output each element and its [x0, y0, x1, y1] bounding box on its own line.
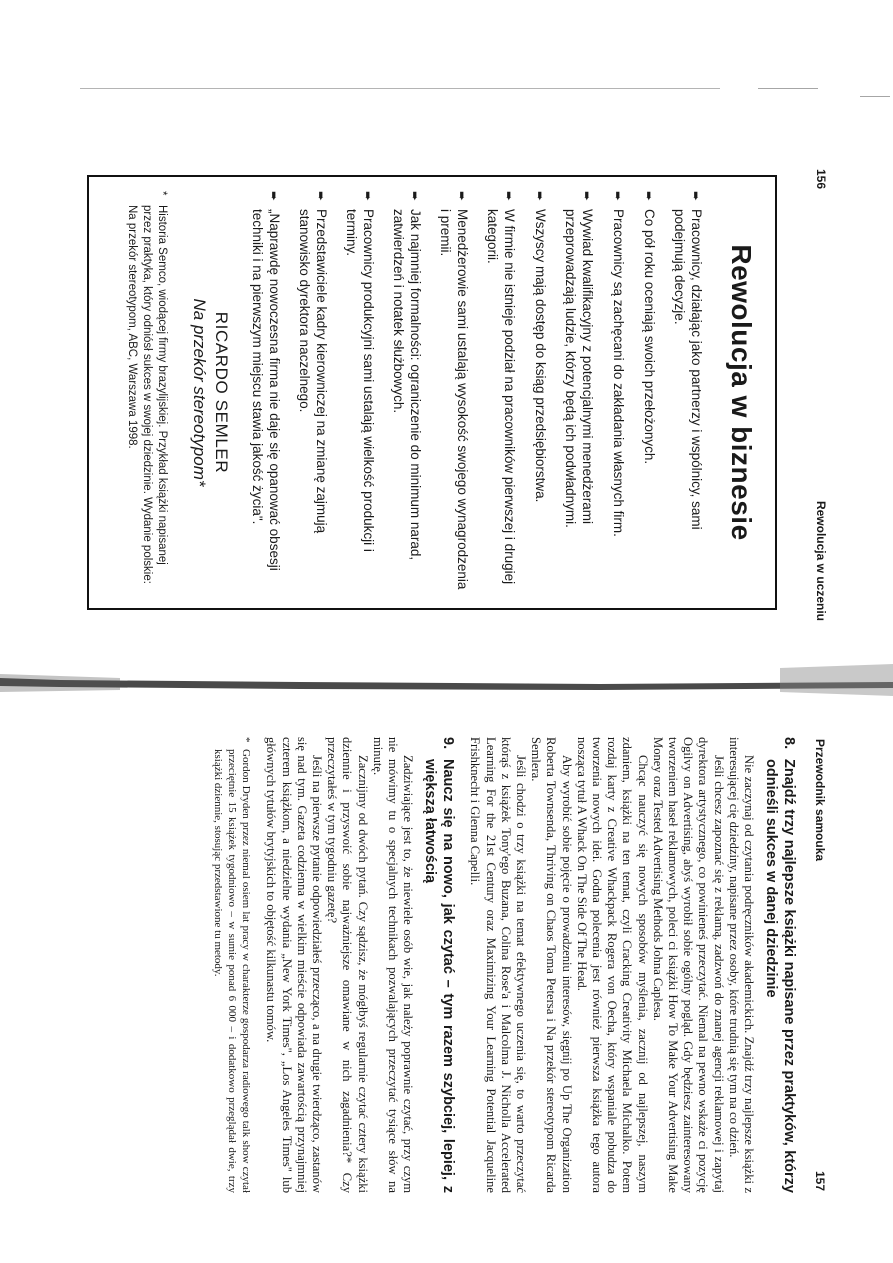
arrow-bullet-icon: ➨: [267, 191, 281, 202]
scan-line-top: [80, 88, 720, 89]
paragraph: Jeśli na pierwsze pytanie odpowiedziałeś przecząco, a na drugie twierdząco, zastanów się nad tym. Gazeta codzienna w wielkim mieście odpowiada zawartością przynajmniej czterem książkom, a niedzielne wydania „New York Times", „Los Angeles Times" lub głównych tytułów brytyjskich to objętość kilkunastu tomów.: [264, 737, 324, 1193]
paragraph: Jeśli chcesz zapoznać się z reklamą, zadzwoń do znanej agencji reklamowej i zapytaj dyrektora artystycznego, co powinieneś przeczytać. Niemal na pewno wskaże ci pozycję Ogilvy on Advertising, abyś wyrobił sobie ogólny pogląd. Gdy będziesz zainteresowany tworzeniem haseł reklamowych, poleci ci książki How To Make Your Advertising Make Money oraz Tested Advertising Methods Johna Caplesa.: [650, 737, 726, 1193]
page-footnote: [211, 737, 253, 1193]
box-title: Rewolucja w biznesie: [726, 244, 757, 541]
bullet-item: [249, 191, 283, 594]
page-footnote-text: Gordon Dryden przez niemal osiem lat pracy w charakterze gospodarza radiowego talk show czytał przeciętnie 15 książek tygodniowo – w sumie ponad 6 000 – i dodatkowo przeglądał dwie, trzy książki dziennie, stosując przedstawione tu metody.: [212, 749, 253, 1193]
bullet-item: [671, 191, 705, 594]
asterisk-icon: *: [156, 191, 168, 196]
sidebar-box: [87, 175, 777, 610]
arrow-bullet-icon: ➨: [642, 191, 656, 202]
bullet-item: [609, 191, 627, 594]
bullet-text: W firmie nie istnieje podział na pracowników pierwszej i drugiej kategorii.: [485, 209, 517, 585]
bullet-item: [531, 191, 549, 594]
section-9-title: Naucz się na nowo, jak czytać – tym razem szybciej, lepiej, z większą łatwością: [422, 759, 457, 1193]
arrow-bullet-icon: ➨: [361, 191, 375, 202]
arrow-bullet-icon: ➨: [408, 191, 422, 202]
section-9-heading: [421, 737, 457, 1193]
bullet-text: Przedstawiciele kadry kierowniczej na zmianę zajmują stanowisko dyrektora naczelnego.: [297, 209, 329, 534]
paragraph: Zadziwiające jest to, że niewiele osób wie, jak należy poprawnie czytać, przy czym nie mówimy tu o specjalnych technikach pozwalających przeczytać tysiące słów na minutę.: [370, 737, 416, 1193]
bullet-item: [437, 191, 471, 594]
arrow-bullet-icon: ➨: [580, 191, 594, 202]
arrow-bullet-icon: ➨: [455, 191, 469, 202]
paragraph: Zacznijmy od dwóch pytań. Czy sądzisz, że mógłbyś regularnie czytać cztery książki dziennie i przyswoić sobie najważniejsze omawiane w nich zagadnienia?* Czy przeczytałeś w tym tygodniu gazetę?: [325, 737, 370, 1193]
section-9-number: 9.: [440, 737, 457, 750]
top-page-number: 156: [814, 169, 828, 190]
section-8-number: 8.: [781, 737, 797, 750]
arrow-bullet-icon: ➨: [314, 191, 328, 202]
bullet-list: [249, 191, 705, 594]
arrow-bullet-icon: ➨: [502, 191, 516, 202]
bullet-text: Pracownicy, działając jako partnerzy i wspólnicy, sami podejmują decyzje.: [672, 209, 704, 530]
book-gutter-shadow: [0, 660, 893, 700]
bottom-page: [62, 735, 832, 1195]
body-text: [211, 735, 798, 1195]
scan-line-top-right: [758, 88, 818, 89]
bullet-item: [640, 191, 658, 594]
bullet-text: Pracownicy produkcyjni sami ustalają wielkość produkcji i terminy.: [344, 209, 376, 552]
bottom-page-title: Przewodnik samouka: [813, 739, 827, 862]
bottom-page-number: 157: [813, 1170, 827, 1191]
box-footnote: [124, 191, 169, 594]
bullet-item: [562, 191, 596, 594]
arrow-bullet-icon: ➨: [611, 191, 625, 202]
arrow-bullet-icon: ➨: [533, 191, 547, 202]
bullet-item: [343, 191, 377, 594]
author-book: Na przekór stereotypom*: [190, 298, 209, 487]
section-8-heading: [762, 737, 798, 1193]
bullet-text: Wywiad kwalifikacyjny z potencjalnymi menedżerami przeprowadzają ludzie, którzy będą ich podwładnymi.: [563, 209, 595, 528]
box-footnote-text: Historia Semco, wiodącej firmy brazylijskiej. Przykład książki napisanej przez praktyka, który odniósł sukces w swojej dziedzinie. Wydanie polskie: Na przekór stereotypom, ABC, Warszawa 1998.: [126, 205, 168, 584]
scan-line-corner: [860, 96, 890, 97]
bullet-text: Jak najmniej formalności: ograniczenie do minimum narad, zatwierdzeń i notatek służbowych.: [391, 209, 423, 561]
section-8-title: Znajdź trzy najlepsze książki napisane przez praktyków, którzy odnieśli sukces w danej dziedzinie: [763, 759, 797, 1193]
bullet-text: Wszyscy mają dostęp do ksiąg przedsiębiorstwa.: [533, 209, 548, 503]
arrow-bullet-icon: ➨: [689, 191, 703, 202]
paragraph: Jeśli chodzi o trzy książki na temat efektywnego uczenia się, to warto przeczytać którąś z książek Tony'ego Buzana, Colina Rose'a i Malcolma J. Nicholla Accelerated Learning For the 21st Century oraz Maximizing Your Learning Potential Jacqueline Frishknecht i Glenna Capelli.: [468, 737, 528, 1193]
asterisk-icon: *: [240, 737, 253, 743]
paragraph: Chcąc nauczyć się nowych sposobów myślenia, zacznij od najlepszej, naszym zdaniem, książki na ten temat, czyli Cracking Creativity Michaela Michalko. Potem rozdaj karty z Creative Whackpack Rogera von Oecha, który wspaniale pobudza do tworzenia nowych idei. Godna polecenia jest również pierwsza książka tego autora nosząca tytuł A Whack On The Side Of The Head.: [574, 737, 650, 1193]
top-running-head: [809, 165, 833, 625]
top-page: [63, 165, 833, 625]
bottom-running-head: [808, 735, 832, 1195]
bullet-text: „Naprawdę nowoczesna firma nie daje się opanować obsesji techniki i na pierwszym miejscu stawia jakość życia".: [250, 209, 282, 571]
author-name: RICARDO SEMLER: [212, 311, 231, 474]
bullet-item: [484, 191, 518, 594]
paragraph: Aby wyrobić sobie pojęcie o prowadzeniu interesów, sięgnij po Up The Organization Roberta Townsenda, Thriving on Chaos Toma Petersa i Na przekór stereotypom Ricarda Semlera.: [529, 737, 574, 1193]
bullet-item: [296, 191, 330, 594]
paragraph: Nie zaczynaj od czytania podręczników akademickich. Znajdź trzy najlepsze książki z interesującej cię dziedziny, napisane przez osoby, które trudnią się tym na co dzień.: [726, 737, 756, 1193]
bullet-item: [390, 191, 424, 594]
bullet-text: Co pół roku oceniają swoich przełożonych.: [642, 209, 657, 465]
bullet-text: Menedżerowie sami ustalają wysokość swojego wynagrodzenia i premii.: [438, 209, 470, 590]
bullet-text: Pracownicy są zachęcani do zakładania własnych firm.: [611, 209, 626, 537]
author-block: [189, 191, 231, 594]
top-page-title: Rewolucja w uczeniu: [814, 500, 828, 621]
